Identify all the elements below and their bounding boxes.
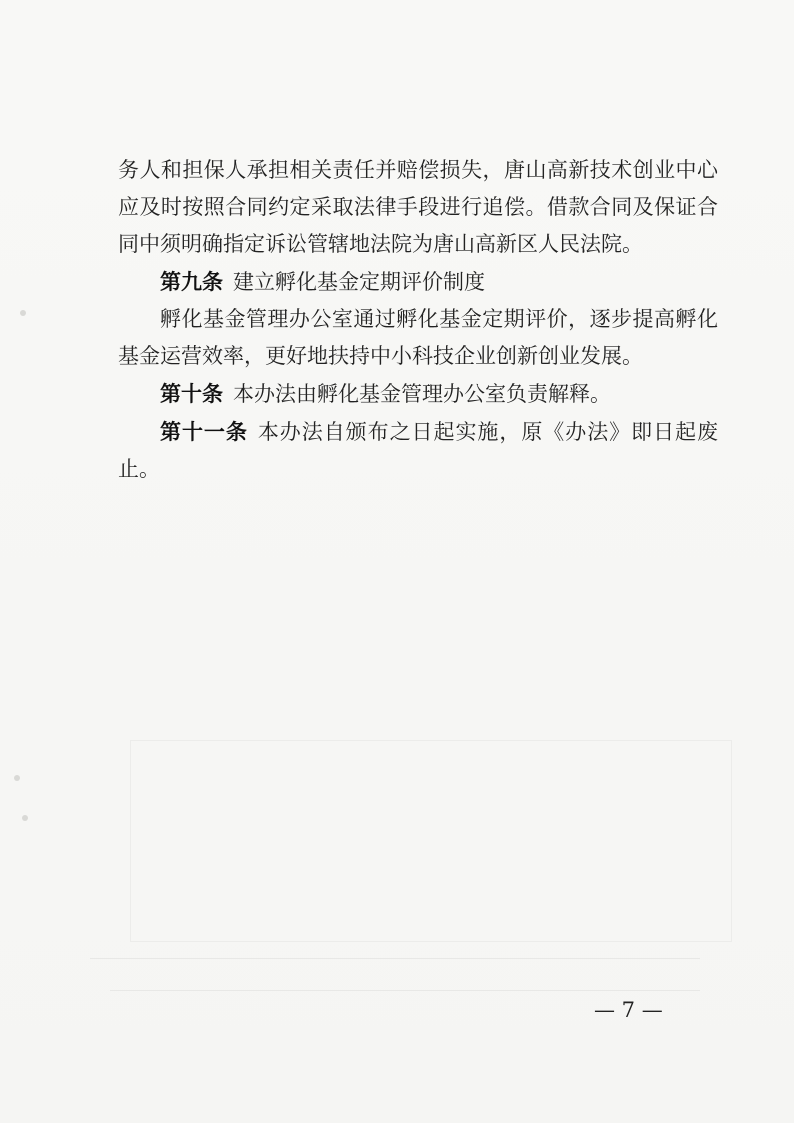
article <box>118 375 718 413</box>
bleed-through-line <box>90 958 700 959</box>
paragraph-text: 孵化基金管理办公室通过孵化基金定期评价，逐步提高孵化基金运营效率，更好地扶持中小科技企业创新创业发展。 <box>118 307 718 368</box>
paragraph-continuation <box>118 152 718 263</box>
article-label: 第九条 <box>160 269 223 294</box>
scan-mark <box>20 310 26 316</box>
document-body <box>118 152 718 488</box>
article <box>118 413 718 488</box>
article-text: 本办法由孵化基金管理办公室负责解释。 <box>233 382 611 406</box>
scan-mark <box>22 815 28 821</box>
article-label: 第十条 <box>160 381 223 406</box>
article-title: 建立孵化基金定期评价制度 <box>233 270 485 294</box>
page-number: — 7 — <box>594 998 663 1022</box>
article-label: 第十一条 <box>160 419 248 444</box>
article-heading <box>118 263 718 301</box>
bleed-through-box <box>130 740 732 942</box>
scan-mark <box>14 775 20 781</box>
paragraph-text: 务人和担保人承担相关责任并赔偿损失，唐山高新技术创业中心应及时按照合同约定采取法律手段进行追偿。借款合同及保证合同中须明确指定诉讼管辖地法院为唐山高新区人民法院。 <box>118 158 718 256</box>
bleed-through-line <box>110 990 700 991</box>
paragraph <box>118 301 718 375</box>
article-text: 本办法自颁布之日起实施，原《办法》即日起废止。 <box>118 420 719 481</box>
